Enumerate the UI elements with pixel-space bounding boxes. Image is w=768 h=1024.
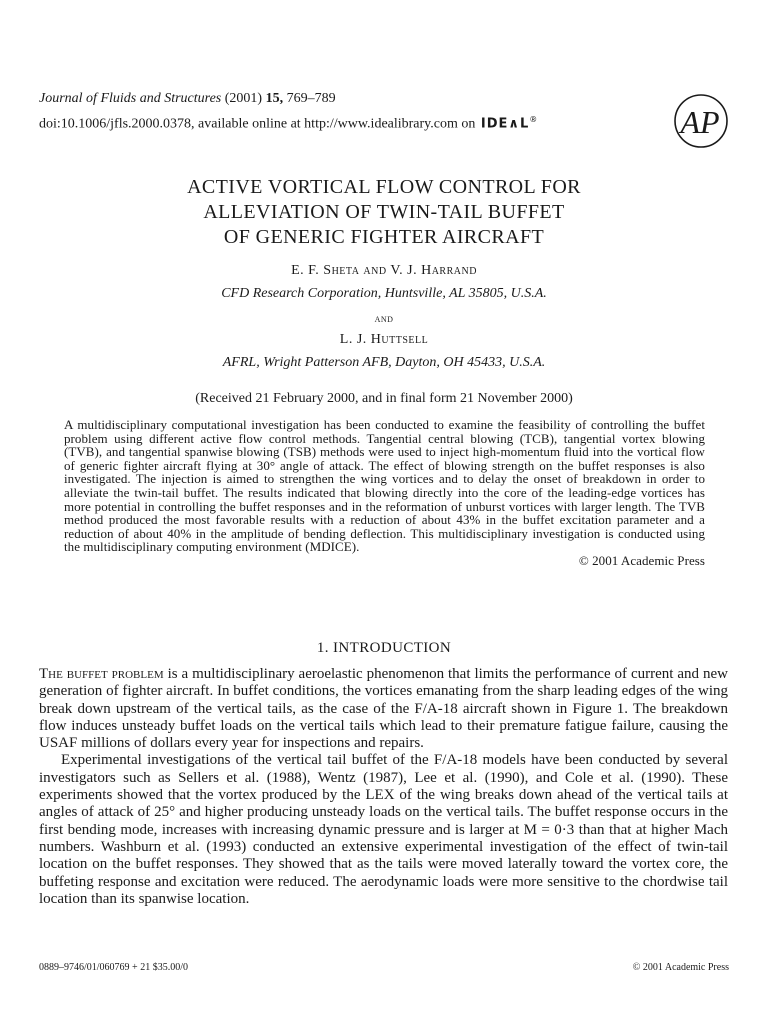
doi-line: [39, 109, 679, 134]
journal-year: (2001): [224, 91, 263, 106]
footer-copyright: © 2001 Academic Press: [632, 962, 729, 973]
publisher-logo-text: AP: [680, 104, 720, 140]
journal-header: [39, 88, 679, 134]
paper-title: [0, 175, 768, 250]
received-date: (Received 21 February 2000, and in final form 21 November 2000): [195, 391, 573, 406]
academic-press-logo: [673, 93, 729, 149]
ideal-logo-text: IDE∧L: [480, 116, 530, 132]
paragraph-1-text: is a multidisciplinary aeroelastic phenomenon that limits the performance of current and new generation of fighter aircraft. In buffet conditions, the vortices emanating from the sharp leading edges of the wing break down upstream of the vertical tails, as the case of the F/A-18 aircraft shown in Figure 1. The breakdown flow induces unsteady buffet loads on the vertical tails which lead to their premature fatigue failure, causing the USAF millions of dollars every year for inspections and repairs.: [39, 666, 728, 752]
citation-line: [39, 88, 679, 109]
journal-volume: 15,: [265, 91, 284, 106]
registered-mark: ®: [529, 115, 539, 124]
affiliation-1: CFD Research Corporation, Huntsville, AL 35805, U.S.A.: [221, 286, 547, 301]
author-separator: and: [374, 311, 394, 325]
paragraph-2: Experimental investigations of the vertical tail buffet of the F/A-18 models have been conducted by several investigators such as Sellers et al. (1988), Wentz (1987), Lee et al. (1990), and Cole et al. (1990). These experiments showed that the vortex produced by the LEX of the wing breaks down ahead of the vertical tails at angles of attack of 25° and higher producing unsteady loads on the vertical tails. The buffet response occurs in the first bending mode, increases with increasing dynamic pressure and is larger at M = 0·3 than that at higher Mach numbers. Washburn et al. (1993) conducted an extensive experimental investigation of the effect of twin-tail location on the buffet responses. They showed that as the tails were moved laterally toward the vortex core, the buffeting response and excitation were reduced. The aerodynamic loads were more sensitive to the chordwise tail location than its spanwise location.: [39, 752, 728, 907]
paragraph-1: [39, 666, 728, 752]
author-list-2: L. J. Huttsell: [339, 332, 429, 347]
section-heading: 1. INTRODUCTION: [316, 640, 452, 656]
title-line: OF GENERIC FIGHTER AIRCRAFT: [223, 226, 545, 248]
ideal-logo: [481, 109, 538, 134]
title-line: ACTIVE VORTICAL FLOW CONTROL FOR: [187, 176, 581, 198]
abstract-copyright: © 2001 Academic Press: [578, 552, 705, 568]
affiliation-2: AFRL, Wright Patterson AFB, Dayton, OH 45433, U.S.A.: [222, 355, 546, 370]
paragraph-lead-in: The buffet problem: [39, 666, 164, 682]
journal-pages: 769–789: [286, 91, 336, 106]
doi-text[interactable]: doi:10.1006/jfls.2000.0378, available online at http://www.idealibrary.com on: [39, 116, 476, 132]
body-text: [39, 666, 728, 908]
abstract: [64, 418, 705, 568]
author-list-1: E. F. Sheta and V. J. Harrand: [291, 263, 477, 278]
abstract-text: A multidisciplinary computational investigation has been conducted to examine the feasibility of controlling the buffet problem using different active flow control methods. Tangential central blowing (TCB), tangential vortex blowing (TVB), and tangential spanwise blowing (TSB) methods were used to inject high-momentum fluid into the vortical flow of generic fighter aircraft flying at 30° angle of attack. The effect of blowing strength on the buffet responses is also investigated. The injection is aimed to strengthen the wing vortices and to delay the onset of breakdown in order to alleviate the twin-tail buffet. The results indicated that blowing directly into the core of the leading-edge vortices has more potential in controlling the buffet responses and in the reformation of unburst vortices with larger length. The TVB method produced the most favorable results with a reduction of about 43% in the buffet excitation parameter and a reduction of about 40% in the amplitude of bending deflection. This multidisciplinary investigation is conducted using the multidisciplinary computing environment (MDICE).: [64, 417, 705, 555]
page-footer: [39, 962, 729, 973]
title-line: ALLEVIATION OF TWIN-TAIL BUFFET: [203, 201, 565, 223]
journal-name: Journal of Fluids and Structures: [39, 91, 222, 106]
footer-code: 0889–9746/01/060769 + 21 $35.00/0: [39, 962, 188, 973]
